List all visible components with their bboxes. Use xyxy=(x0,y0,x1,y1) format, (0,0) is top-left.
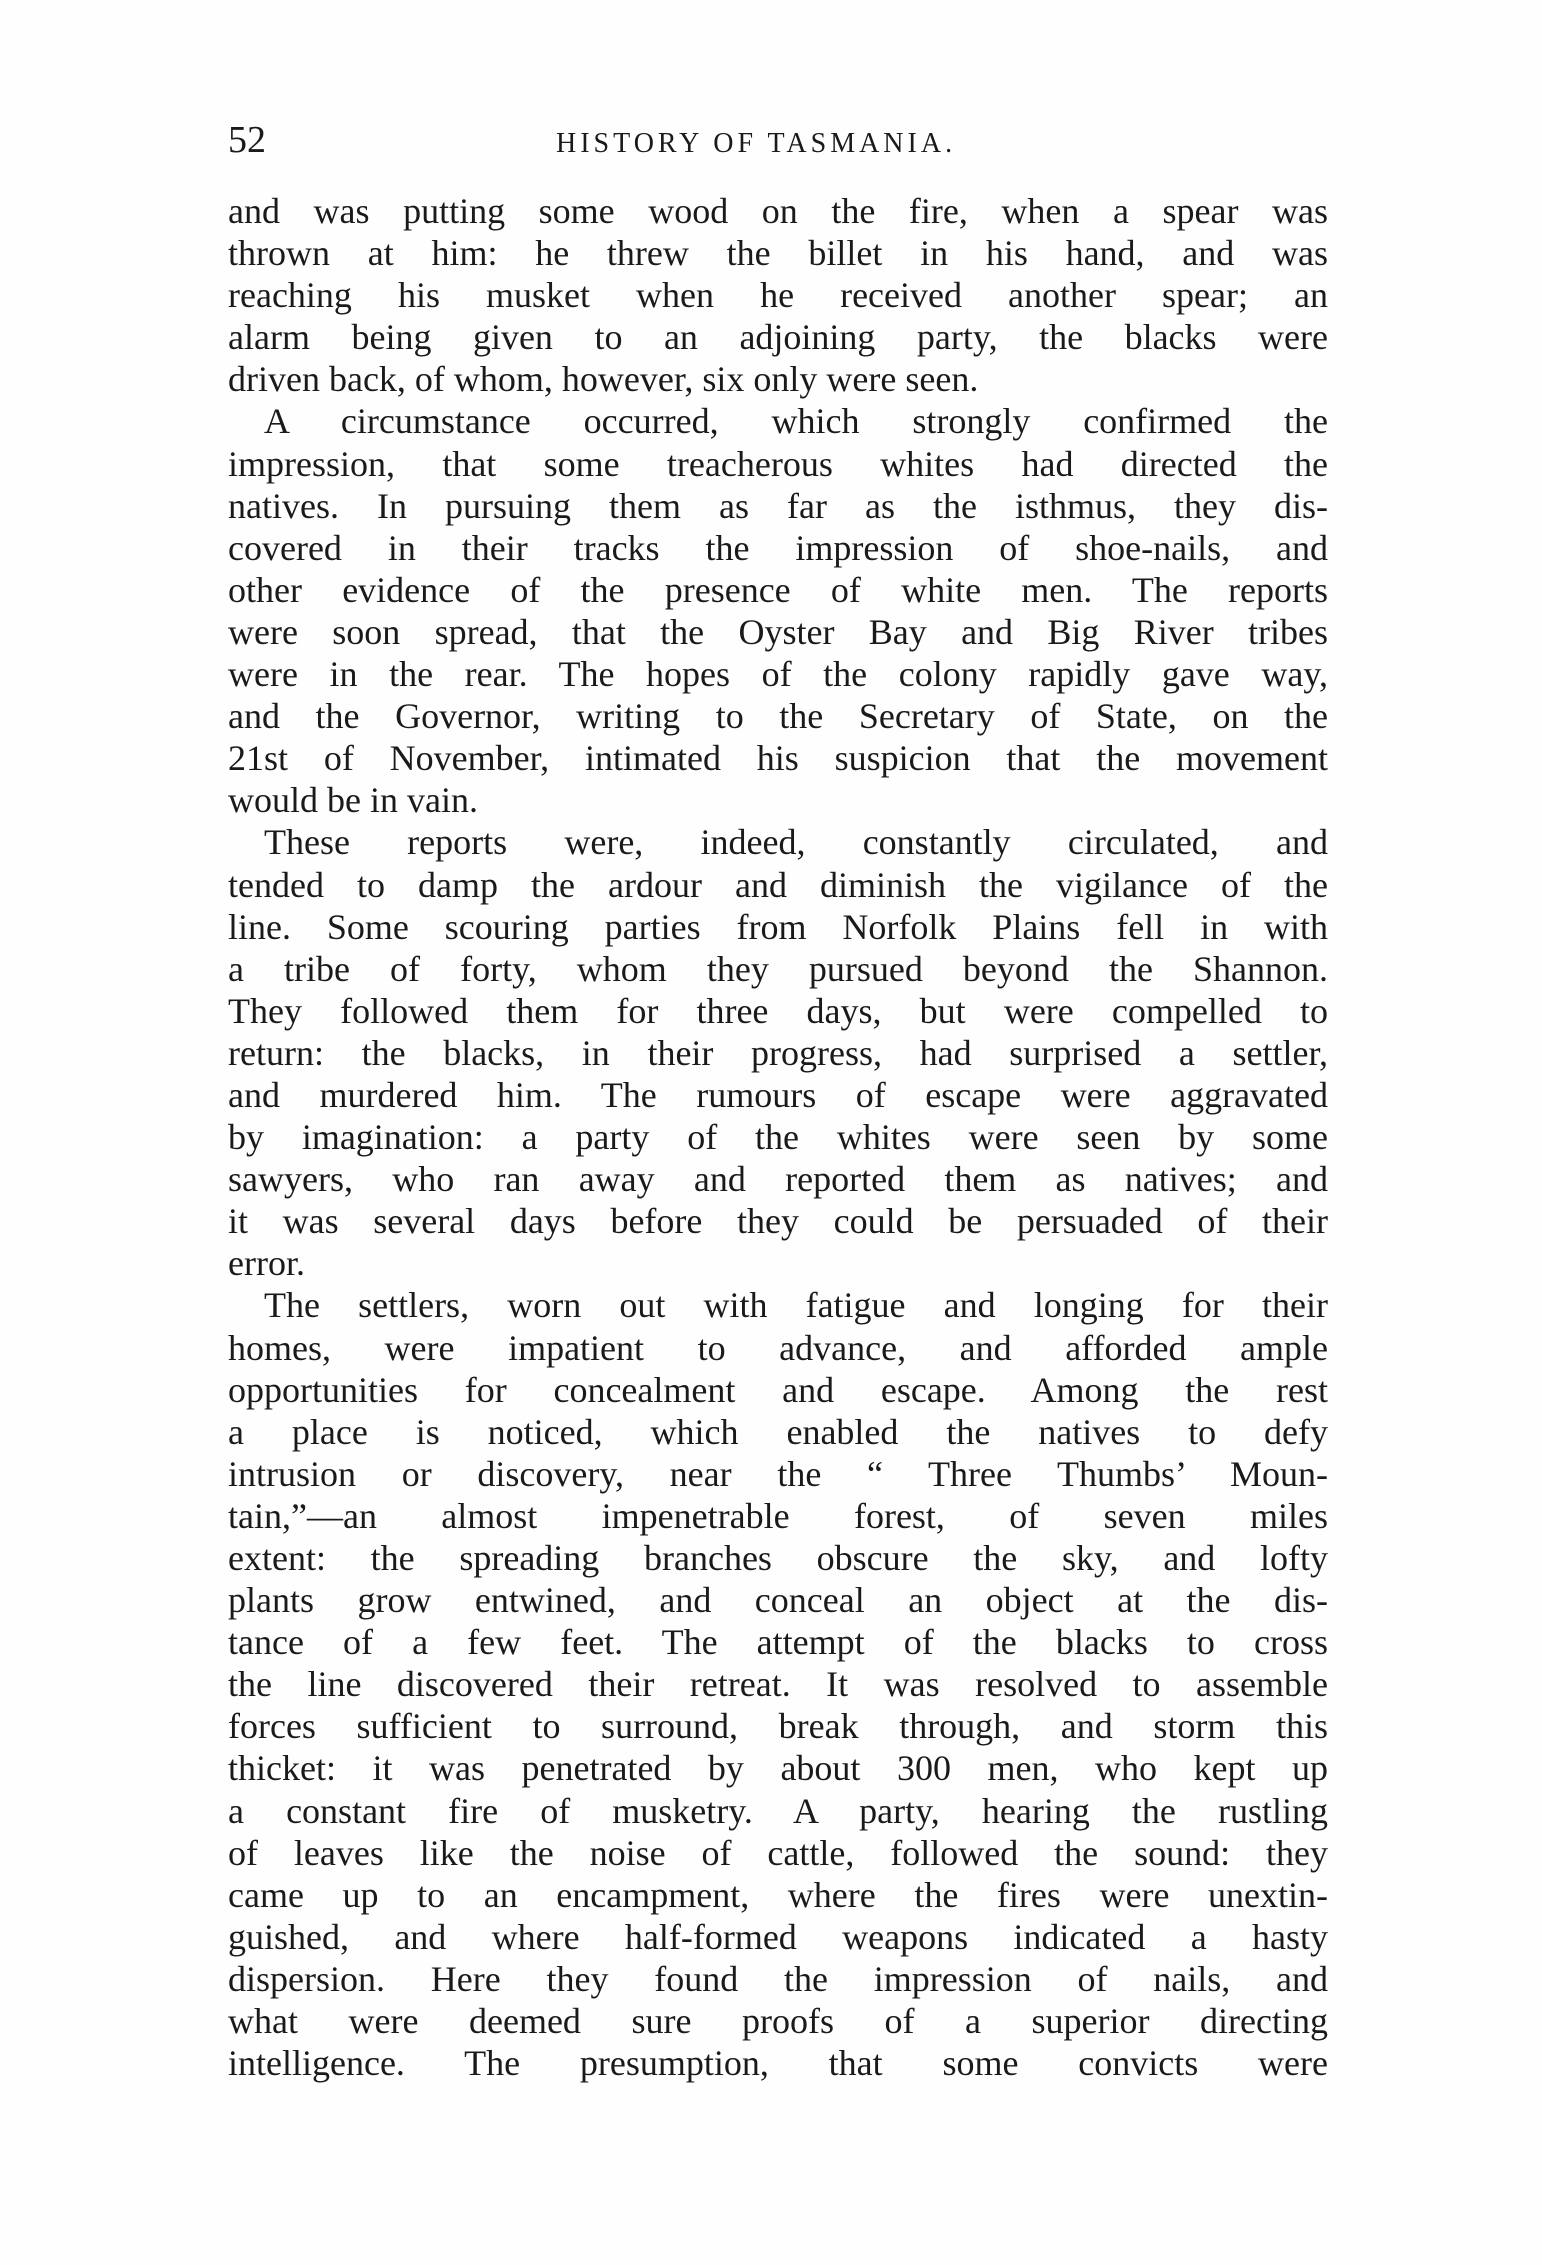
text-line: and the Governor, writing to the Secretary of State, on the xyxy=(228,696,1328,737)
text-line: the line discovered their retreat. It was resolved to assemble xyxy=(228,1664,1328,1705)
text-line: would be in vain. xyxy=(228,780,478,821)
text-line: covered in their tracks the impression of shoe-nails, and xyxy=(228,527,1328,568)
text-line: it was several days before they could be persuaded of their xyxy=(228,1201,1328,1242)
text-line: impression, that some treacherous whites had directed the xyxy=(228,443,1328,484)
text-line: thicket: it was penetrated by about 300 men, who kept up xyxy=(228,1748,1328,1789)
running-head xyxy=(228,112,1328,168)
text-line: guished, and where half-formed weapons indicated a hasty xyxy=(228,1916,1328,1957)
text-line: reaching his musket when he received another spear; an xyxy=(228,275,1328,316)
text-line: a place is noticed, which enabled the natives to defy xyxy=(228,1411,1328,1452)
text-line: alarm being given to an adjoining party, the blacks were xyxy=(228,317,1328,358)
text-line: and was putting some wood on the fire, when a spear was xyxy=(228,191,1328,231)
text-line: intrusion or discovery, near the “ Three Thumbs’ Moun- xyxy=(228,1453,1328,1494)
text-line: and murdered him. The rumours of escape were aggravated xyxy=(228,1074,1328,1115)
text-line: were soon spread, that the Oyster Bay and Big River tribes xyxy=(228,611,1328,652)
text-line: thrown at him: he threw the billet in his hand, and was xyxy=(228,233,1328,274)
text-line: line. Some scouring parties from Norfolk Plains fell in with xyxy=(228,906,1328,947)
text-line: tain,”—an almost impenetrable forest, of seven miles xyxy=(228,1495,1328,1536)
body-text xyxy=(228,190,1328,2084)
text-line: a constant fire of musketry. A party, hearing the rustling xyxy=(228,1790,1328,1831)
text-line: plants grow entwined, and conceal an object at the dis- xyxy=(228,1580,1328,1621)
text-line: They followed them for three days, but were compelled to xyxy=(228,990,1328,1031)
page-number: 52 xyxy=(228,119,266,161)
text-line: other evidence of the presence of white men. The reports xyxy=(228,569,1328,610)
text-line: opportunities for concealment and escape. Among the rest xyxy=(228,1369,1328,1410)
text-line: natives. In pursuing them as far as the isthmus, they dis- xyxy=(228,485,1328,526)
text-line: tended to damp the ardour and diminish the vigilance of the xyxy=(228,864,1328,905)
text-line: sawyers, who ran away and reported them as natives; and xyxy=(228,1159,1328,1200)
text-line: A circumstance occurred, which strongly confirmed the xyxy=(264,401,1328,442)
text-line: extent: the spreading branches obscure the sky, and lofty xyxy=(228,1538,1328,1578)
text-line: driven back, of whom, however, six only were seen. xyxy=(228,359,979,400)
text-line: a tribe of forty, whom they pursued beyond the Shannon. xyxy=(228,948,1328,989)
text-line: return: the blacks, in their progress, had surprised a settler, xyxy=(228,1032,1328,1073)
text-line: These reports were, indeed, constantly circulated, and xyxy=(264,822,1328,863)
text-line: error. xyxy=(228,1243,305,1284)
text-line: of leaves like the noise of cattle, followed the sound: they xyxy=(228,1832,1328,1873)
running-title: HISTORY OF TASMANIA. xyxy=(556,128,957,159)
text-line: The settlers, worn out with fatigue and longing for their xyxy=(264,1285,1328,1326)
text-line: tance of a few feet. The attempt of the blacks to cross xyxy=(228,1622,1328,1663)
text-line: came up to an encampment, where the fires were unextin- xyxy=(228,1874,1328,1915)
text-line: dispersion. Here they found the impression of nails, and xyxy=(228,1958,1328,1999)
text-line: by imagination: a party of the whites were seen by some xyxy=(228,1117,1328,1158)
text-line: what were deemed sure proofs of a superior directing xyxy=(228,2001,1328,2042)
text-line: forces sufficient to surround, break through, and storm this xyxy=(228,1706,1328,1747)
text-line: homes, were impatient to advance, and afforded ample xyxy=(228,1327,1328,1368)
text-line: intelligence. The presumption, that some convicts were xyxy=(228,2043,1328,2084)
text-line: 21st of November, intimated his suspicion that the movement xyxy=(228,738,1328,779)
text-line: were in the rear. The hopes of the colony rapidly gave way, xyxy=(228,654,1328,695)
